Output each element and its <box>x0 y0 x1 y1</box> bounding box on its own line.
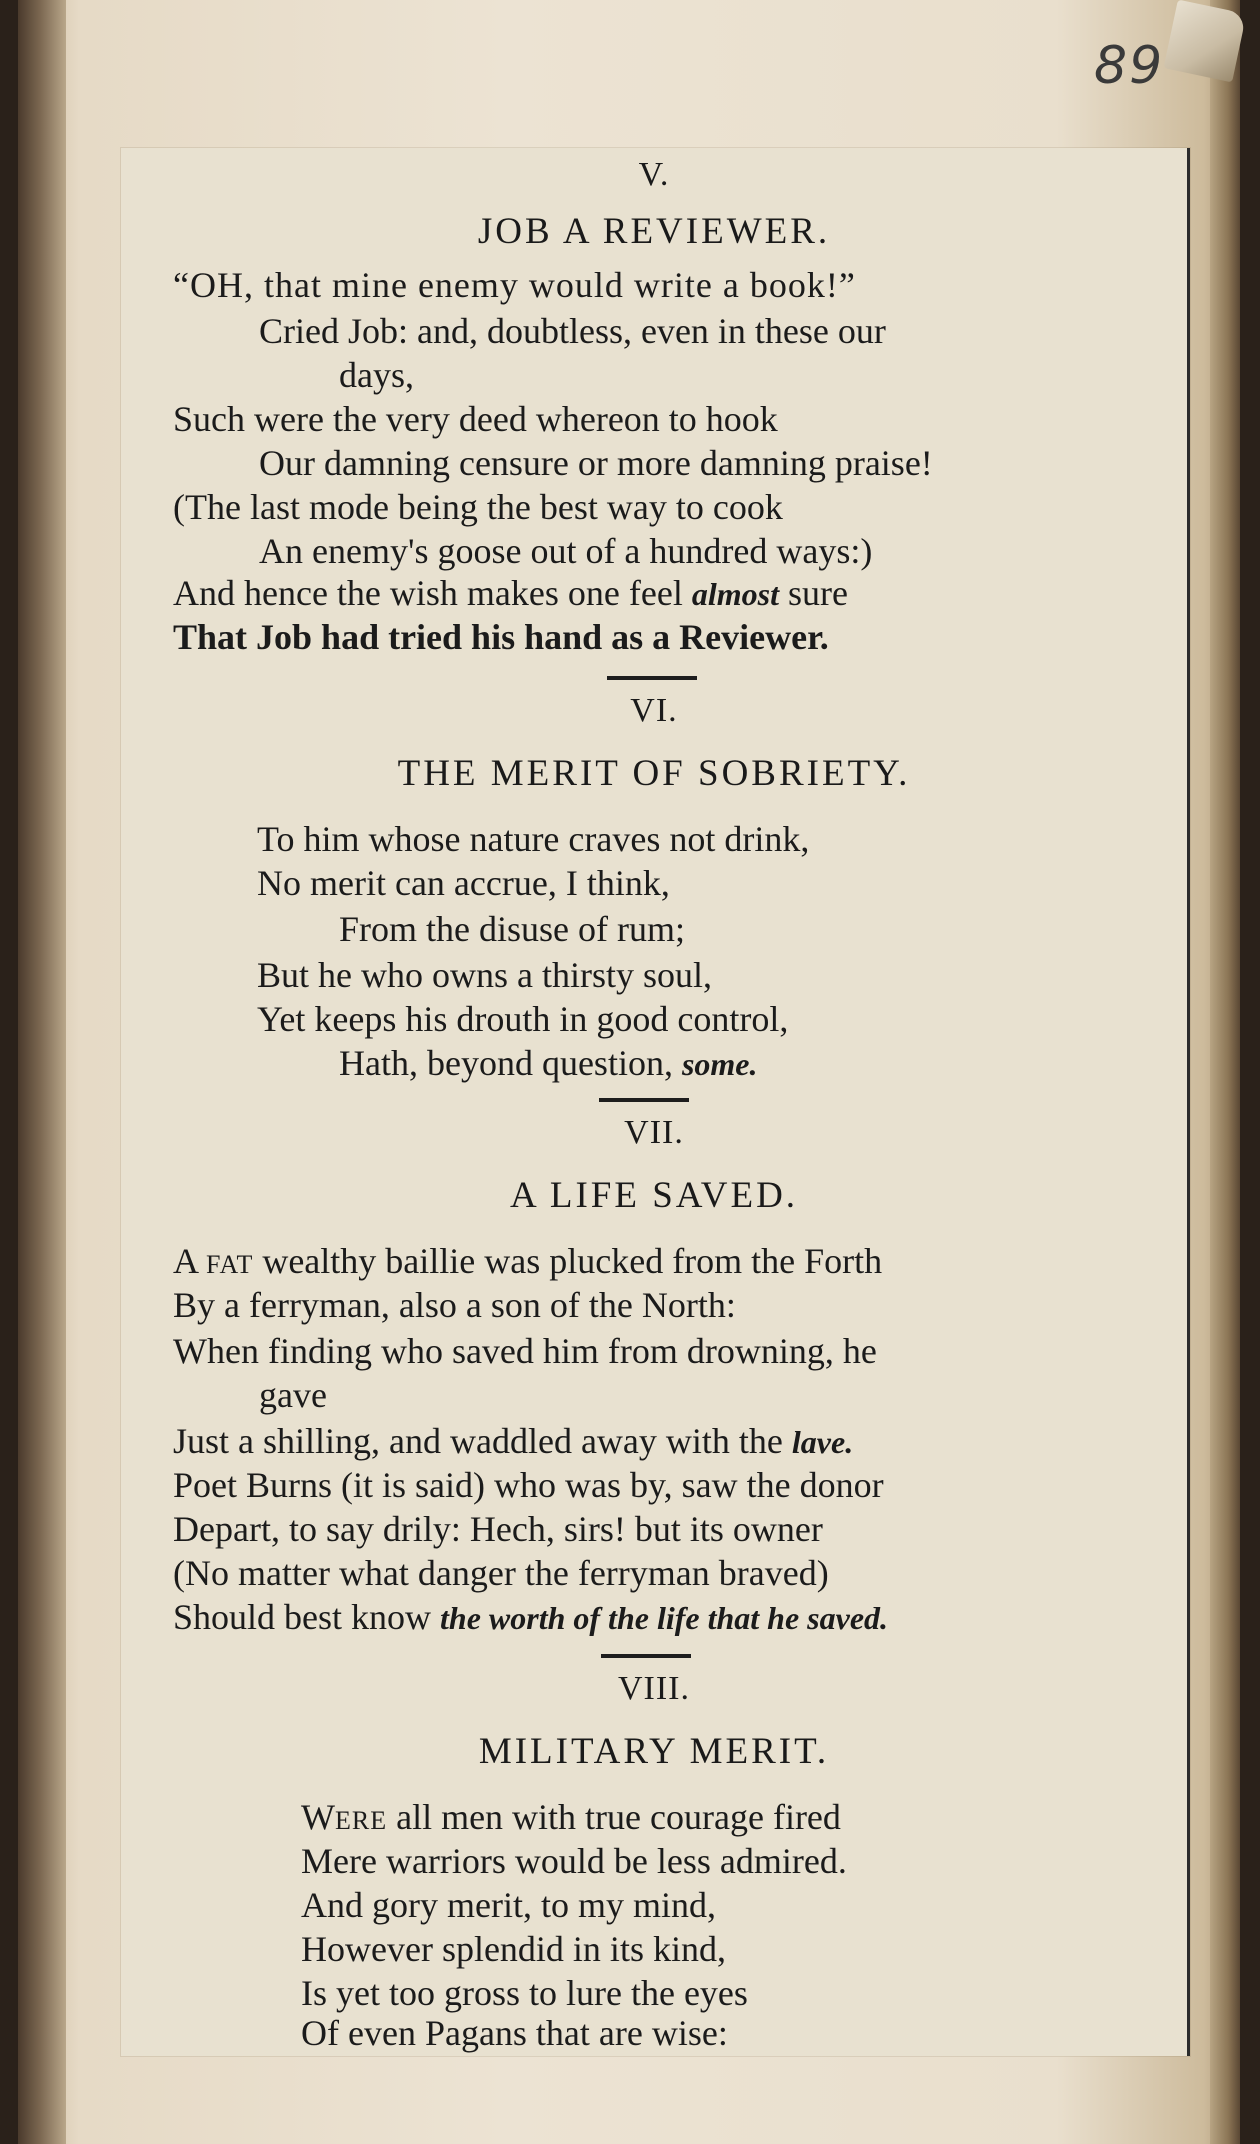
verse-line: Hath, beyond question, some. <box>339 1043 758 1083</box>
verse-line: days, <box>339 355 414 395</box>
section-title: THE MERIT OF SOBRIETY. <box>397 753 911 794</box>
verse-line: “OH, that mine enemy would write a book!” <box>173 265 856 305</box>
book-page <box>18 0 1240 2144</box>
verse-line: By a ferryman, also a son of the North: <box>173 1285 736 1325</box>
verse-line: Our damning censure or more damning praise! <box>259 443 933 483</box>
verse-line: WERE all men with true courage fired <box>301 1797 841 1837</box>
verse-line: No merit can accrue, I think, <box>257 863 670 903</box>
verse-line: Should best know the worth of the life that he saved. <box>173 1597 889 1637</box>
verse-line: Is yet too gross to lure the eyes <box>301 1973 748 2013</box>
verse-line: Poet Burns (it is said) who was by, saw the donor <box>173 1465 884 1505</box>
verse-line: That Job had tried his hand as a Reviewer. <box>173 617 829 657</box>
section-title: MILITARY MERIT. <box>478 1731 830 1772</box>
section-number: VIII. <box>617 1670 691 1707</box>
section-number: VI. <box>630 692 678 729</box>
verse-line: Mere warriors would be less admired. <box>301 1841 847 1881</box>
page-edge-shadow <box>1210 0 1240 2144</box>
book-spine-shadow <box>18 0 66 2144</box>
verse-line: An enemy's goose out of a hundred ways:) <box>259 531 873 571</box>
section-rule <box>599 1098 689 1102</box>
verse-line: Of even Pagans that are wise: <box>301 2013 728 2053</box>
verse-line: To him whose nature craves not drink, <box>257 819 810 859</box>
verse-line: Cried Job: and, doubtless, even in these our <box>259 311 886 351</box>
verse-line: (No matter what danger the ferryman braved) <box>173 1553 829 1593</box>
verse-line: gave <box>259 1375 327 1415</box>
verse-line: When finding who saved him from drowning, he <box>173 1331 877 1371</box>
section-number: V. <box>638 156 670 193</box>
newspaper-clipping <box>121 148 1190 2056</box>
section-title: A LIFE SAVED. <box>509 1175 799 1216</box>
verse-line: And hence the wish makes one feel almost sure <box>173 573 848 613</box>
verse-line: Just a shilling, and waddled away with the lave. <box>173 1421 854 1461</box>
verse-line: Such were the very deed whereon to hook <box>173 399 778 439</box>
verse-line: Depart, to say drily: Hech, sirs! but its owner <box>173 1509 823 1549</box>
section-rule <box>601 1654 691 1658</box>
verse-line: (The last mode being the best way to cook <box>173 487 783 527</box>
section-title: JOB A REVIEWER. <box>477 211 831 252</box>
folded-corner <box>1163 0 1246 83</box>
page-number: 89 <box>1094 36 1165 96</box>
verse-line: A FAT wealthy baillie was plucked from the Forth <box>173 1241 883 1281</box>
verse-line: However splendid in its kind, <box>301 1929 726 1969</box>
verse-line: Yet keeps his drouth in good control, <box>257 999 789 1039</box>
verse-line: From the disuse of rum; <box>339 909 685 949</box>
verse-line: And gory merit, to my mind, <box>301 1885 716 1925</box>
section-number: VII. <box>624 1114 684 1151</box>
verse-line: But he who owns a thirsty soul, <box>257 955 712 995</box>
section-rule <box>607 676 697 680</box>
